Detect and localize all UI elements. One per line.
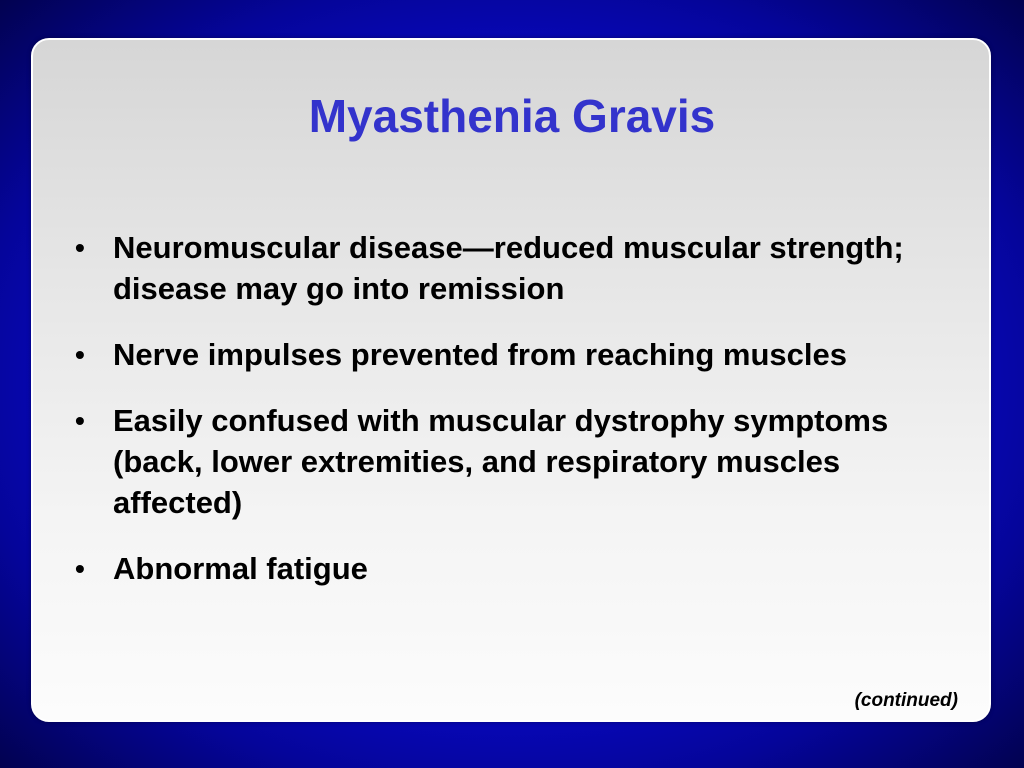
bullet-icon: • xyxy=(75,339,85,370)
bullet-text: Nerve impulses prevented from reaching muscles xyxy=(113,337,847,372)
slide-title: Myasthenia Gravis xyxy=(308,90,716,142)
bullet-icon: • xyxy=(75,553,85,584)
bullet-icon: • xyxy=(75,232,85,263)
list-item xyxy=(75,548,955,589)
bullet-text: Abnormal fatigue xyxy=(113,551,368,586)
list-item xyxy=(75,227,955,309)
bullet-text: Easily confused with muscular dystrophy symptoms (back, lower extremities, and respiratory muscles affected) xyxy=(113,403,889,520)
bullet-text: Neuromuscular disease—reduced muscular strength; disease may go into remission xyxy=(113,230,904,306)
list-item xyxy=(75,334,955,375)
bullet-icon: • xyxy=(75,405,85,436)
list-item xyxy=(75,400,955,523)
bullet-list xyxy=(75,227,955,614)
continued-label: (continued) xyxy=(854,690,958,711)
